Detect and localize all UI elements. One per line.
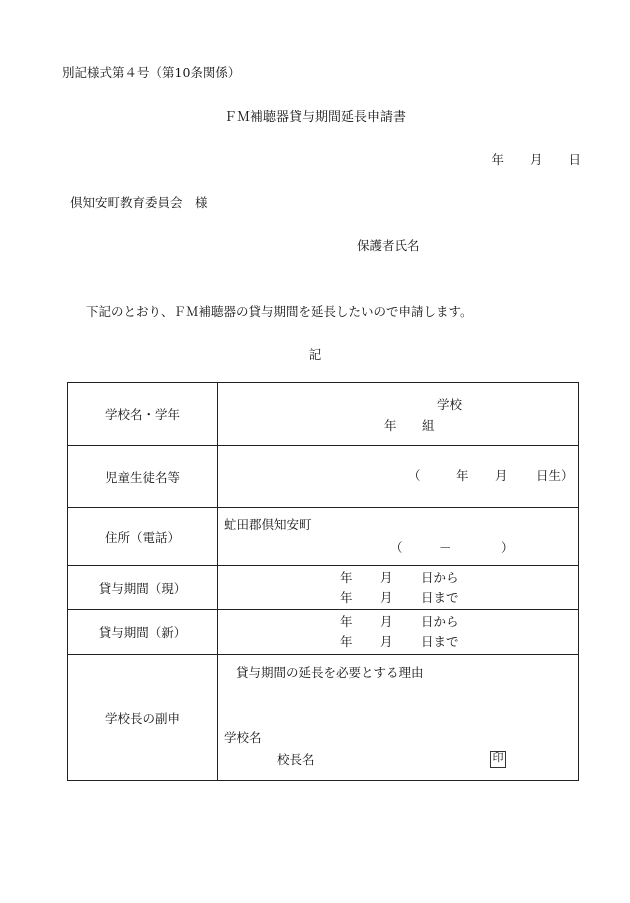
birth-day: 日生）: [536, 468, 574, 483]
phone-dash: －: [439, 540, 452, 555]
grade-year: 年: [384, 418, 397, 433]
period-current-to-year: 年: [340, 590, 353, 605]
date-day: 日: [568, 152, 581, 167]
period-current-from-day: 日から: [421, 570, 459, 585]
period-new-to-day: 日まで: [421, 634, 459, 649]
application-table: [67, 382, 579, 781]
period-current-to-month: 月: [380, 590, 393, 605]
request-text: 下記のとおり、ＦＭ補聴器の貸与期間を延長したいので申請します。: [86, 304, 473, 319]
period-current-to-day: 日まで: [421, 590, 459, 605]
school-grade-label: 学校名・学年: [68, 383, 218, 446]
table-row: [68, 383, 579, 446]
period-new-to-year: 年: [340, 634, 353, 649]
guardian-name-label: 保護者氏名: [357, 238, 420, 253]
school-suffix: 学校: [437, 397, 463, 412]
endorsement-school-name-label: 学校名: [224, 730, 262, 745]
principal-name-label: 校長名: [277, 752, 315, 767]
table-row: [68, 446, 579, 508]
school-grade-field[interactable]: [218, 383, 579, 446]
extension-reason-label: 貸与期間の延長を必要とする理由: [236, 665, 424, 680]
address-prefix: 虻田郡倶知安町: [224, 517, 312, 532]
period-new-to-month: 月: [380, 634, 393, 649]
date-month: 月: [529, 152, 543, 167]
date-year: 年: [491, 152, 504, 167]
phone-open-paren: （: [390, 540, 403, 555]
birth-month: 月: [495, 468, 508, 483]
table-row: [68, 566, 579, 610]
seal-mark: 印: [490, 751, 506, 768]
principal-endorsement-label: 学校長の副申: [68, 655, 218, 781]
table-row: [68, 508, 579, 566]
period-new-from-year: 年: [340, 614, 353, 629]
period-current-label: 貸与期間（現）: [68, 566, 218, 610]
form-number: 別記様式第４号（第10条関係）: [62, 65, 241, 80]
ki-heading: 記: [308, 347, 322, 362]
period-new-label: 貸与期間（新）: [68, 610, 218, 655]
principal-endorsement-field[interactable]: [218, 655, 579, 781]
table-row: [68, 655, 579, 781]
period-current-from-year: 年: [340, 570, 353, 585]
form-title: ＦＭ補聴器貸与期間延長申請書: [223, 110, 406, 125]
address-label: 住所（電話）: [68, 508, 218, 566]
period-new-field[interactable]: [218, 610, 579, 655]
student-name-field[interactable]: [218, 446, 579, 508]
period-current-field[interactable]: [218, 566, 579, 610]
phone-close-paren: ）: [501, 540, 514, 555]
period-new-from-month: 月: [380, 614, 393, 629]
address-field[interactable]: [218, 508, 579, 566]
student-name-label: 児童生徒名等: [68, 446, 218, 508]
birth-open-paren: （: [408, 468, 421, 483]
grade-class: 組: [422, 418, 435, 433]
addressee: 倶知安町教育委員会 様: [70, 195, 208, 210]
table-row: [68, 610, 579, 655]
birth-year: 年: [456, 468, 469, 483]
date-line: [491, 154, 581, 167]
period-current-from-month: 月: [380, 570, 393, 585]
period-new-from-day: 日から: [421, 614, 459, 629]
